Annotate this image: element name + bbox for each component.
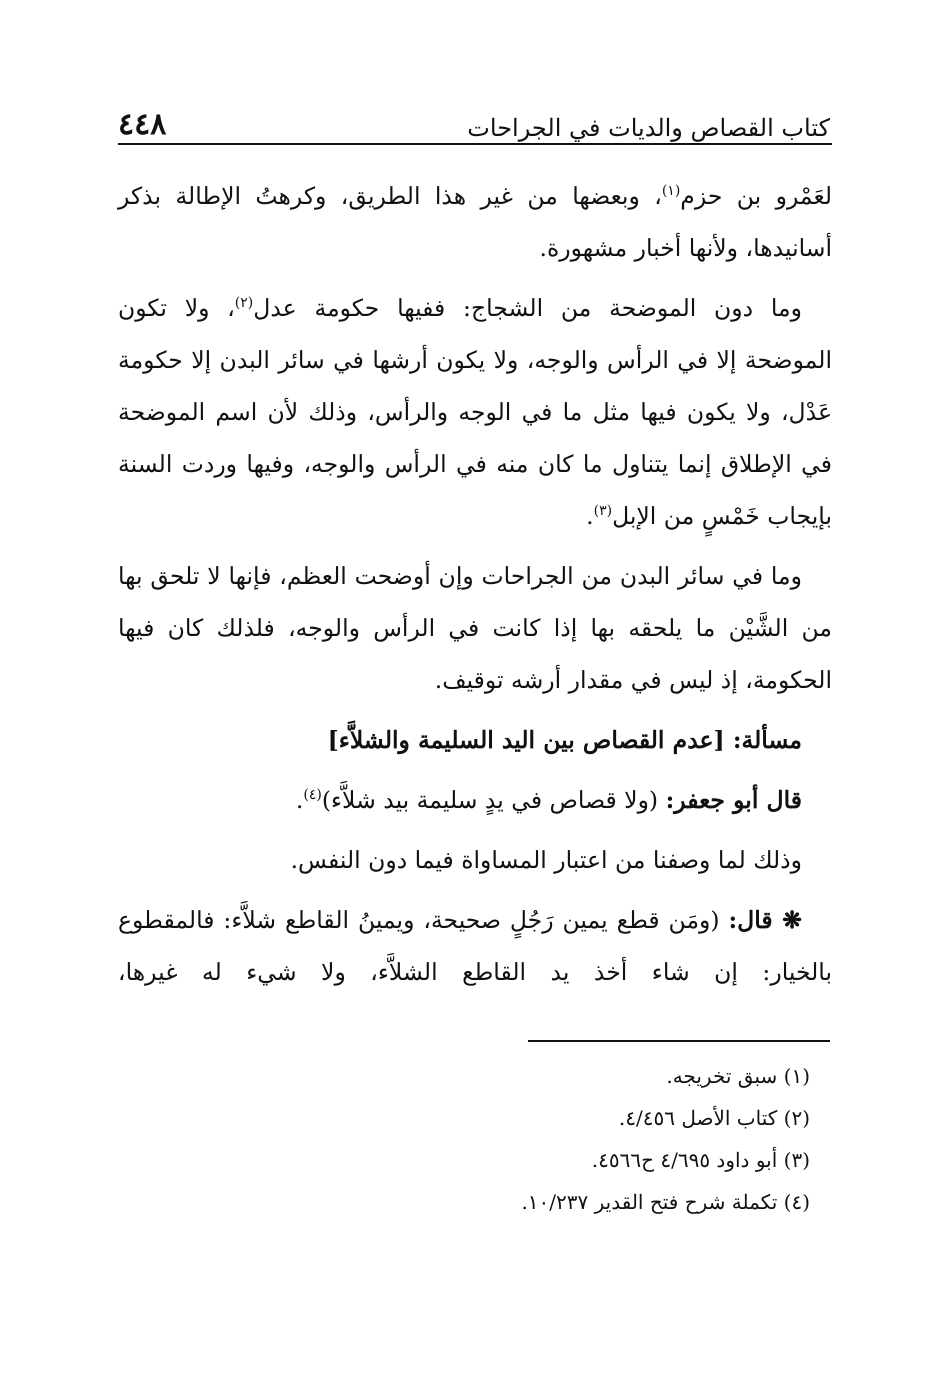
footnote-1: (١) سبق تخريجه. [666,1064,810,1088]
paragraph-1-text-a: لعَمْرو بن حزم [680,182,833,210]
paragraph-1 [118,170,832,274]
paragraph-3: وما في سائر البدن من الجراحات وإن أوضحت العظم، فإنها لا تلحق بها من الشَّيْن ما يلحقه بها إذا كانت في الرأس والوجه، فلذلك كان فيها الحكومة، إذ ليس في مقدار أرشه توقيف. [118,562,832,694]
paragraph-5-text-b: . [295,786,304,814]
section-heading: مسألة: [عدم القصاص بين اليد السليمة والشلاَّء] [327,726,802,754]
footnote-ref-3: (٣) [593,503,613,520]
footnotes [310,1055,810,1223]
paragraph-7 [118,894,832,998]
paragraph-2 [118,282,832,542]
paragraph-2-text-b: ، ولا تكون الموضحة إلا في الرأس والوجه، ولا يكون أرشها في سائر البدن إلا حكومة عَدْل، ولا يكون فيها مثل ما في الوجه والرأس، وذلك لأن اسم الموضحة في الإطلاق إنما يتناول ما كان منه في الرأس والوجه، وفيها وردت السنة بإيجاب خَمْسٍ من الإبل [118,294,832,530]
speaker-label: قال أبو جعفر: [665,786,802,814]
paragraph-2-text-a: وما دون الموضحة من الشجاج: ففيها حكومة عدل [253,294,802,322]
paragraph-2-text-c: . [586,502,594,530]
paragraph-5 [118,774,832,826]
page-header [118,100,830,140]
footnote-ref-2: (٢) [234,295,254,312]
footnote-3: (٣) أبو داود ٤/٦٩٥ ح٤٥٦٦. [591,1148,810,1172]
footnote-2: (٢) كتاب الأصل ٤/٤٥٦. [618,1106,810,1130]
footnote-divider [528,1040,830,1042]
paragraph-1-text-b: ، وبعضها من غير هذا الطريق، وكرهتُ الإطالة بذكر أسانيدها، ولأنها أخبار مشهورة. [118,182,832,262]
paragraph-5-text-a: (ولا قصاص في يدٍ سليمة بيد شلاَّء) [321,786,666,814]
footnote-4: (٤) تكملة شرح فتح القدير ١٠/٢٣٧. [521,1190,810,1214]
header-divider [118,143,832,145]
paragraph-7-text: (ومَن قطع يمين رَجُلٍ صحيحة، ويمينُ القاطع شلاَّء: فالمقطوع بالخيار: إن شاء أخذ يد القاطع الشلاَّء، ولا شيء له غيرها، [118,906,832,986]
footnote-ref-1: (١) [661,183,681,200]
paragraph-6: وذلك لما وصفنا من اعتبار المساواة فيما دون النفس. [290,846,802,874]
running-title: كتاب القصاص والديات في الجراحات [467,114,830,142]
main-text [118,170,832,1006]
speaker-label-2: ❋ قال: [728,906,802,934]
page-number: ٤٤٨ [118,107,167,142]
footnote-ref-4: (٤) [303,787,322,804]
